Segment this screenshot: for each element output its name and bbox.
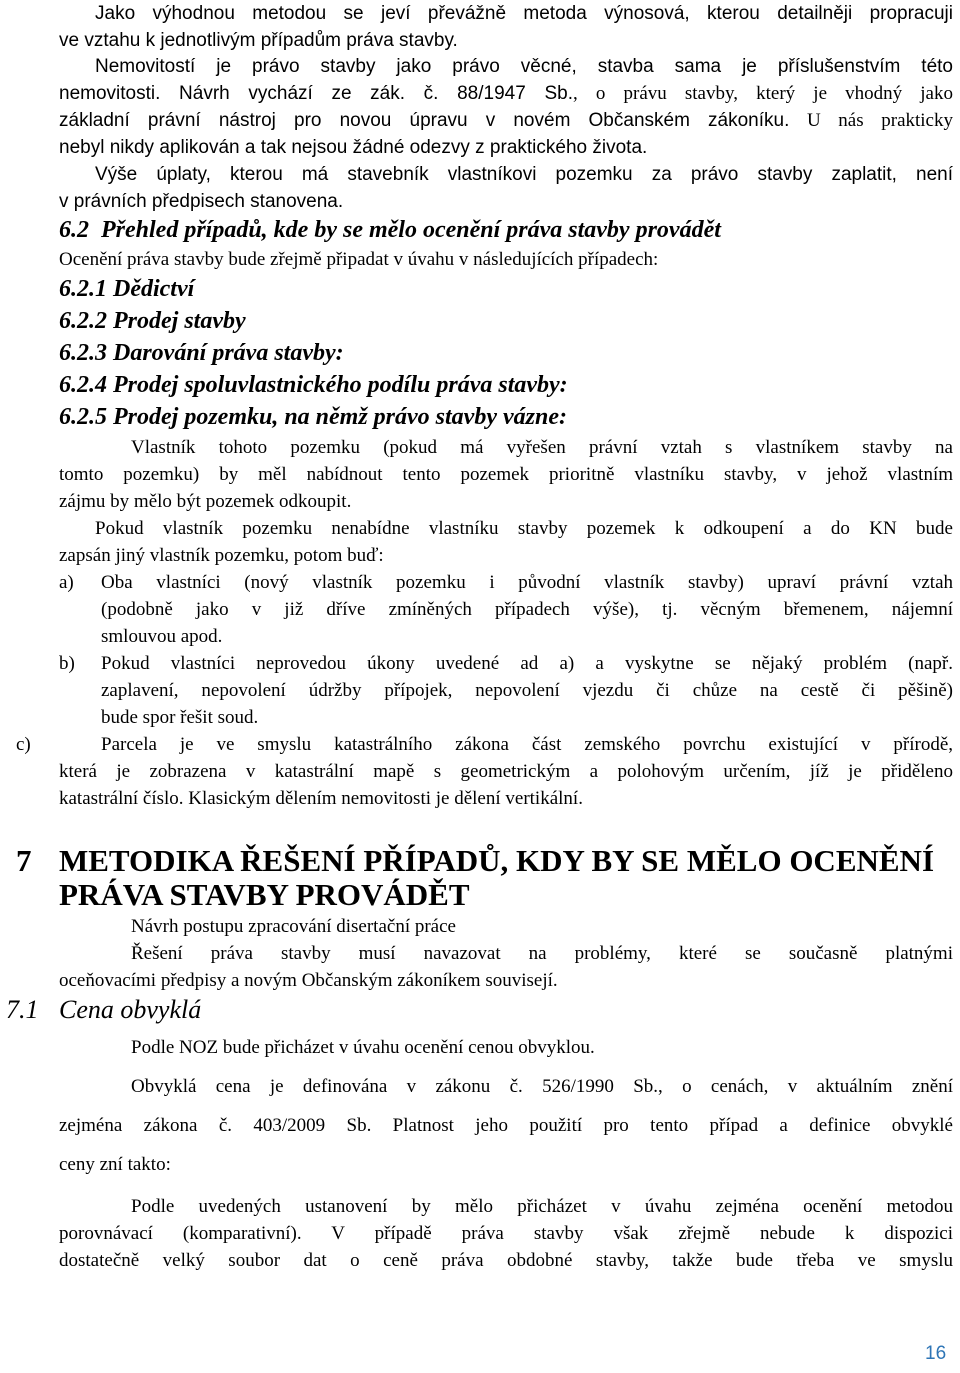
chapter-7-p2-line-2: oceňovacími předpisy a novým Občanským zákoníkem souvisejí.	[59, 970, 558, 991]
section-6-2-lead: Ocenění práva stavby bude zřejmě připadat v úvahu v následujících případech:	[59, 249, 659, 270]
s625-p2-line-2: zapsán jiný vlastník pozemku, potom buď:	[59, 545, 384, 566]
chapter-7-p2-line-1: Řešení práva stavby musí navazovat na problémy, které se současně platnými	[131, 943, 953, 964]
list-c-line-2: která je zobrazena v katastrální mapě s geometrickým a polohovým určením, jíž je přiděleno	[59, 761, 953, 782]
subheading-6-2-3: 6.2.3 Darování práva stavby:	[59, 340, 344, 366]
s71-p3-line-3: dostatečně velký soubor dat o ceně práva obdobné stavby, takže bude třeba ve smyslu	[59, 1250, 953, 1271]
section-7-1-number: 7.1	[6, 995, 39, 1024]
subheading-6-2-2: 6.2.2 Prodej stavby	[59, 308, 246, 334]
list-label-b: b)	[59, 653, 75, 674]
list-b-line-2: zaplavení, nepovolení údržby přípojek, nepovolení vjezdu či chůze na cestě či pěšině)	[101, 680, 953, 701]
s625-p1-line-3: zájmu by mělo být pozemek odkoupit.	[59, 491, 352, 512]
chapter-7-title-line-1: METODIKA ŘEŠENÍ PŘÍPADŮ, KDY BY SE MĚLO OCENĚNÍ	[59, 843, 935, 878]
s71-p2-line-1: Obvyklá cena je definována v zákonu č. 526/1990 Sb., o cenách, v aktuálním znění	[131, 1076, 953, 1097]
list-a-line-3: smlouvou apod.	[101, 626, 223, 647]
subheading-6-2-1: 6.2.1 Dědictví	[59, 276, 195, 302]
chapter-7-number: 7	[16, 843, 32, 878]
list-a-line-2: (podobně jako v již dříve zmíněných případech výše), tj. věcným břemenem, nájemní	[101, 599, 953, 620]
list-c-line-1: Parcela je ve smyslu katastrálního zákona část zemského povrchu existující v přírodě,	[101, 734, 953, 755]
list-b-line-3: bude spor řešit soud.	[101, 707, 259, 728]
s71-p1: Podle NOZ bude přicházet v úvahu ocenění cenou obvyklou.	[131, 1037, 595, 1058]
section-7-1-title: Cena obvyklá	[59, 995, 202, 1024]
list-label-c: c)	[16, 734, 31, 755]
s625-p1-line-1: Vlastník tohoto pozemku (pokud má vyřešen právní vztah s vlastníkem stavby na	[131, 437, 953, 458]
s71-p3-line-1: Podle uvedených ustanovení by mělo přicházet v úvahu zejména ocenění metodou	[131, 1196, 953, 1217]
list-c-line-3: katastrální číslo. Klasickým dělením nemovitosti je dělení vertikální.	[59, 788, 583, 809]
intro-line-2: ve vztahu k jednotlivým případům práva stavby.	[59, 30, 458, 51]
chapter-7-p1: Návrh postupu zpracování disertační práce	[131, 916, 456, 937]
subheading-6-2-4: 6.2.4 Prodej spoluvlastnického podílu práva stavby:	[59, 372, 568, 398]
intro-line-5: základní právní nástroj pro novou úpravu v novém Občanském zákoníku. U nás prakticky	[59, 110, 953, 131]
list-a-line-1: Oba vlastníci (nový vlastník pozemku i původní vlastník stavby) upraví právní vztah	[101, 572, 953, 593]
list-b-line-1: Pokud vlastníci neprovedou úkony uvedené ad a) a vyskytne se nějaký problém (např.	[101, 653, 953, 674]
section-6-2-heading: 6.2 Přehled případů, kde by se mělo ocenění práva stavby provádět	[59, 217, 721, 243]
s71-p3-line-2: porovnávací (komparativní). V případě práva stavby však zřejmě nebude k dispozici	[59, 1223, 953, 1244]
subheading-6-2-5: 6.2.5 Prodej pozemku, na němž právo stavby vázne:	[59, 404, 567, 430]
s625-p2-line-1: Pokud vlastník pozemku nenabídne vlastníku stavby pozemek k odkoupení a do KN bude	[95, 518, 953, 539]
intro-line-6: nebyl nikdy aplikován a tak nejsou žádné odezvy z praktického života.	[59, 137, 648, 158]
chapter-7-title-line-2: PRÁVA STAVBY PROVÁDĚT	[59, 877, 470, 912]
intro-line-3: Nemovitostí je právo stavby jako právo věcné, stavba sama je příslušenstvím této	[95, 56, 953, 77]
page-number: 16	[925, 1343, 947, 1364]
intro-line-4: nemovitosti. Návrh vychází ze zák. č. 88/1947 Sb., o právu stavby, který je vhodný jako	[59, 83, 953, 104]
list-label-a: a)	[59, 572, 74, 593]
intro-line-1: Jako výhodnou metodou se jeví převážně metoda výnosová, kterou detailněji propracuji	[95, 3, 953, 24]
intro-line-7: Výše úplaty, kterou má stavebník vlastníkovi pozemku za právo stavby zaplatit, není	[95, 164, 953, 185]
s71-p2-line-2: zejména zákona č. 403/2009 Sb. Platnost jeho použití pro tento případ a definice obvyklé	[59, 1115, 953, 1136]
intro-line-8: v právních předpisech stanovena.	[59, 191, 344, 212]
s625-p1-line-2: tomto pozemku) by měl nabídnout tento pozemek prioritně vlastníku stavby, v jehož vlastním	[59, 464, 953, 485]
s71-p2-line-3: ceny zní takto:	[59, 1154, 171, 1175]
